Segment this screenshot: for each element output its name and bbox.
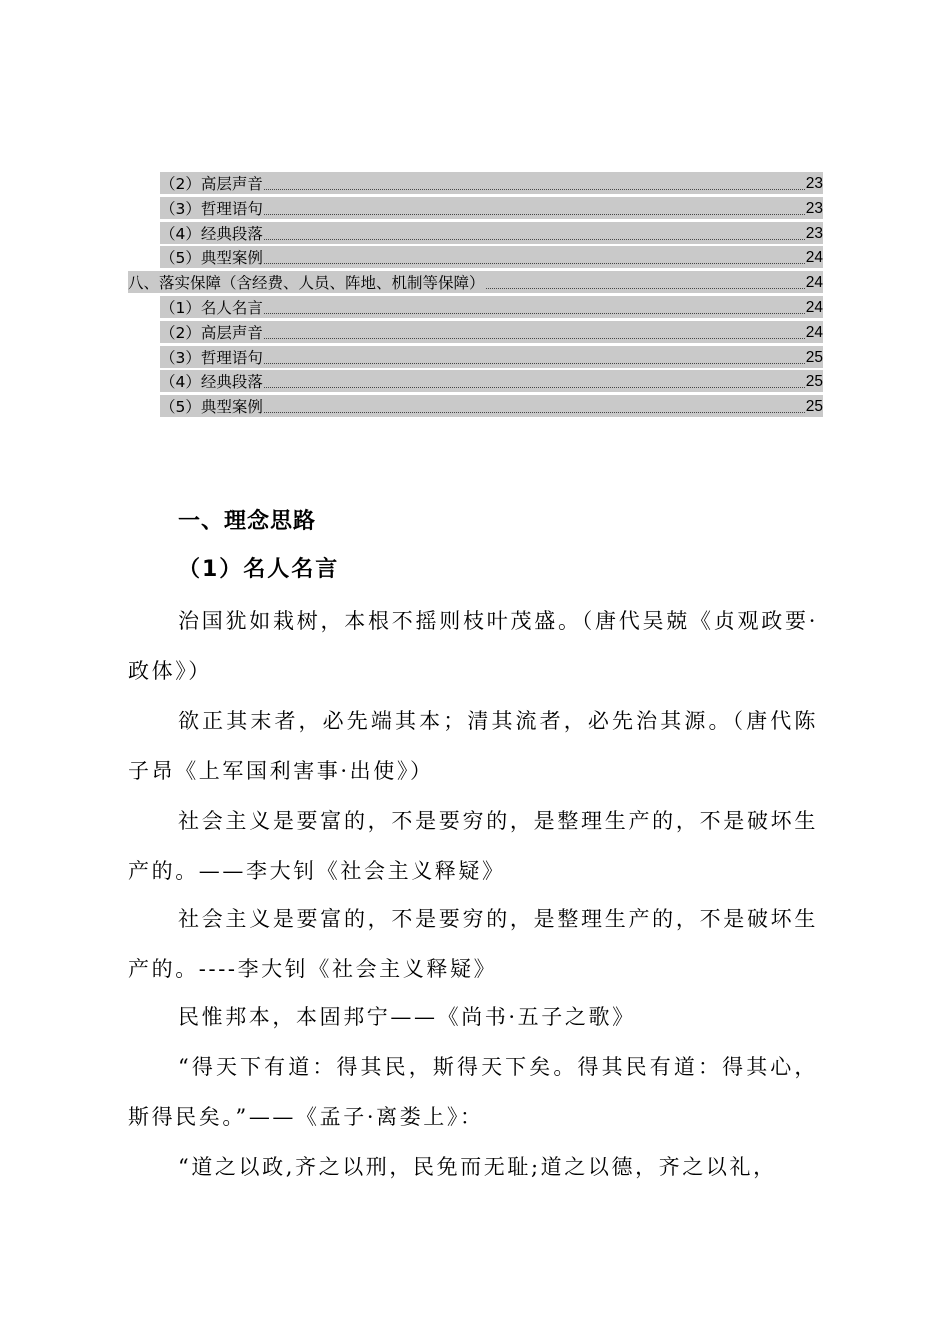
toc-dot-leader (264, 312, 805, 314)
toc-dot-leader (264, 213, 805, 215)
toc-dot-leader (264, 188, 805, 190)
toc-entry[interactable] (160, 321, 823, 343)
quote-paragraph-7: “道之以政,齐之以刑，民免而无耻;道之以德，齐之以礼， (178, 1155, 777, 1179)
toc-entry-label: （1）名人名言 (160, 299, 263, 317)
toc-page-number: 24 (805, 249, 823, 267)
toc-entry-label: （4）经典段落 (160, 373, 263, 392)
section-heading: 一、理念思路 (178, 509, 317, 534)
quote-paragraph-3: 社会主义是要富的，不是要穷的，是整理生产的，不是破坏生产的。——李大钊《社会主义释疑》 (128, 809, 818, 883)
toc-entry[interactable] (160, 197, 823, 219)
toc-entry-label: （4）经典段落 (160, 224, 263, 243)
toc-page-number: 24 (805, 323, 823, 341)
toc-entry[interactable] (160, 346, 823, 368)
toc-entry[interactable] (160, 246, 823, 268)
quote-paragraph-5: 民惟邦本，本固邦宁——《尚书·五子之歌》 (178, 1005, 636, 1029)
toc-dot-leader (486, 287, 805, 289)
toc-entry-label: （2）高层声音 (160, 175, 263, 193)
quote-paragraph-6: “得天下有道：得其民，斯得天下矣。得其民有道：得其心，斯得民矣。”——《孟子·离娄上》： (128, 1055, 818, 1129)
toc-entry[interactable] (160, 370, 823, 392)
toc-entry[interactable] (160, 395, 823, 417)
toc-entry[interactable] (128, 271, 823, 293)
toc-dot-leader (264, 238, 805, 240)
toc-dot-leader (264, 411, 805, 413)
toc-entry[interactable] (160, 296, 823, 318)
toc-entry-label: （3）哲理语句 (160, 199, 263, 218)
toc-entry[interactable] (160, 222, 823, 244)
toc-page-number: 23 (805, 175, 823, 192)
toc-page-number: 25 (805, 348, 823, 366)
toc-entry[interactable] (160, 172, 823, 194)
quote-paragraph-1: 治国犹如栽树，本根不摇则枝叶茂盛。（唐代吴兢《贞观政要·政体》） (128, 609, 818, 683)
toc-entry-label: （2）高层声音 (160, 323, 263, 342)
toc-dot-leader (264, 386, 805, 388)
toc-entry-label: 八、落实保障（含经费、人员、阵地、机制等保障） (128, 274, 485, 293)
subsection-heading: （1）名人名言 (178, 557, 340, 582)
toc-page-number: 23 (805, 224, 823, 242)
toc-entry-label: （5）典型案例 (160, 398, 263, 417)
toc-dot-leader (264, 262, 805, 264)
toc-page-number: 25 (805, 373, 823, 391)
toc-dot-leader (264, 362, 805, 364)
toc-dot-leader (264, 337, 805, 339)
quote-paragraph-2: 欲正其末者，必先端其本；清其流者，必先治其源。（唐代陈子昂《上军国利害事·出使》） (128, 709, 818, 783)
toc-page-number: 24 (805, 274, 823, 292)
quote-paragraph-4: 社会主义是要富的，不是要穷的，是整理生产的，不是破坏生产的。----李大钊《社会主义释疑》 (128, 907, 818, 981)
toc-page-number: 25 (805, 398, 823, 416)
toc-entry-label: （5）典型案例 (160, 249, 263, 268)
toc-entry-label: （3）哲理语句 (160, 348, 263, 367)
toc-page-number: 24 (805, 299, 823, 316)
toc-page-number: 23 (805, 199, 823, 217)
